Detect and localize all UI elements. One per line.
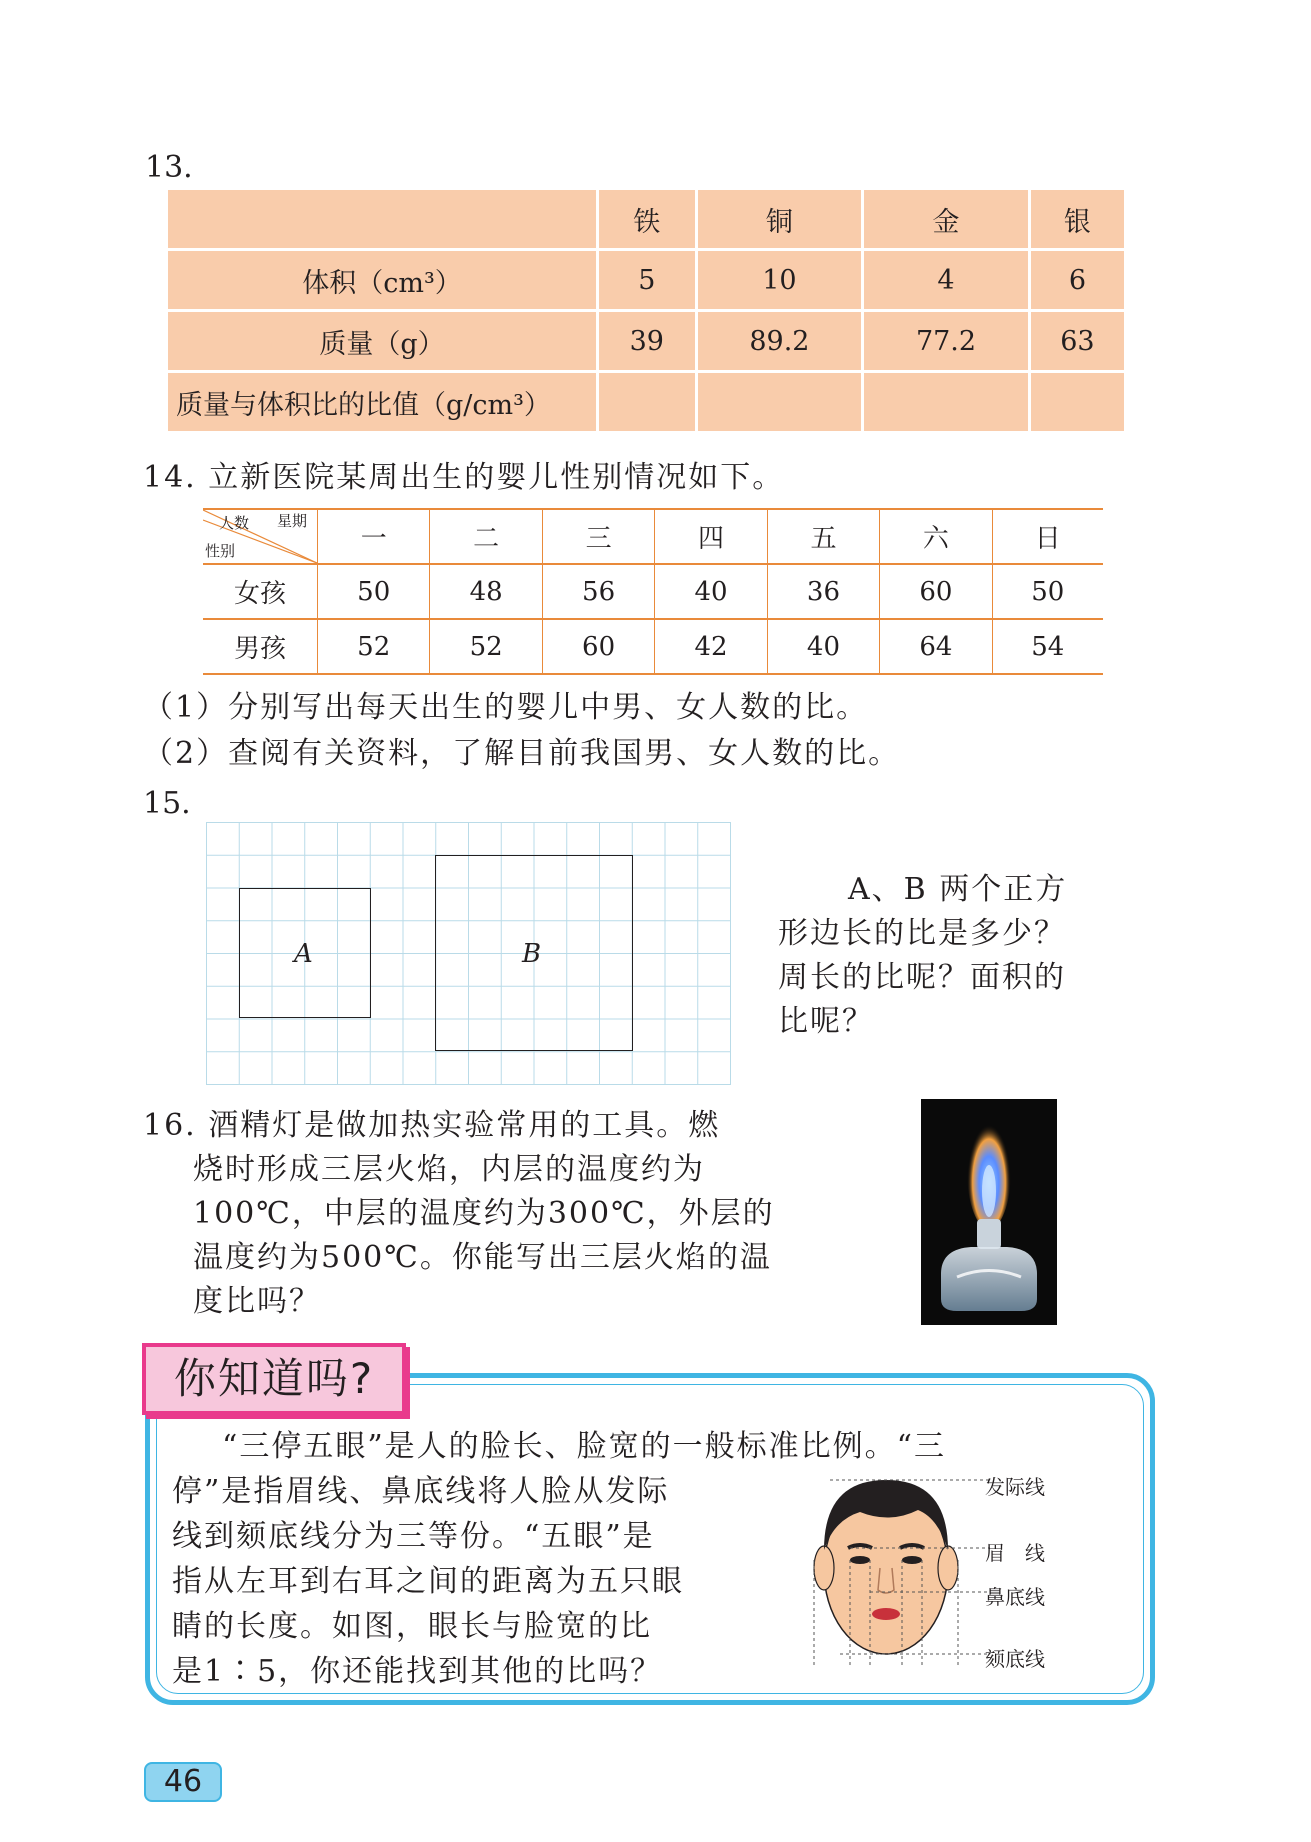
table-cell: 64	[880, 619, 992, 674]
table-cell: 4	[863, 250, 1030, 311]
table-row	[168, 250, 1124, 311]
answer-cell[interactable]	[1029, 372, 1124, 432]
table-cell: 52	[430, 619, 542, 674]
day-header: 六	[880, 509, 992, 564]
question-15-line2: 形边长的比是多少？	[778, 916, 1066, 951]
table-cell: 60	[880, 564, 992, 619]
did-you-know-tag: 你知道吗?	[142, 1343, 406, 1415]
corner-gender: 性别	[205, 542, 236, 560]
table-cell: 40	[655, 564, 767, 619]
question-14-sub2: （2）查阅有关资料，了解目前我国男、女人数的比。	[143, 736, 901, 771]
alcohol-lamp-photo	[921, 1099, 1057, 1325]
row-label: 体积（cm³）	[168, 250, 598, 311]
row-label: 质量（g）	[168, 311, 598, 372]
square-b-label: B	[522, 939, 542, 969]
square-grid	[206, 822, 731, 1085]
face-label-brow: 眉 线	[985, 1541, 1045, 1565]
dyk-line4: 指从左耳到右耳之间的距离为五只眼	[172, 1564, 684, 1599]
left-eye	[850, 1556, 870, 1564]
dyk-line2: 停”是指眉线、鼻底线将人脸从发际	[172, 1474, 670, 1509]
table-cell: 52	[318, 619, 430, 674]
left-ear	[814, 1546, 834, 1590]
right-ear	[938, 1546, 958, 1590]
page-number: 46	[144, 1762, 222, 1802]
table-cell: 89.2	[696, 311, 863, 372]
table-row	[203, 619, 1103, 674]
face-label-nose: 鼻底线	[985, 1585, 1045, 1609]
birth-table	[203, 508, 1103, 675]
table-cell: 77.2	[863, 311, 1030, 372]
dyk-line1: “三停五眼”是人的脸长、脸宽的一般标准比例。“三	[222, 1429, 947, 1464]
question-15-line1: A、B 两个正方	[848, 872, 1068, 907]
table-row	[168, 190, 1124, 250]
day-header: 二	[430, 509, 542, 564]
question-16-line3: 100℃，中层的温度约为300℃，外层的	[193, 1196, 775, 1231]
face-diagram	[810, 1460, 1000, 1670]
row-label: 女孩	[203, 564, 318, 619]
day-header: 五	[767, 509, 879, 564]
face-label-hairline: 发际线	[985, 1475, 1045, 1499]
table-cell: 50	[1031, 576, 1065, 607]
header-cell: 金	[863, 190, 1030, 250]
row-label: 男孩	[203, 619, 318, 674]
table-cell: 48	[430, 564, 542, 619]
table-cell: 56	[542, 564, 654, 619]
question-13-number: 13.	[145, 150, 193, 185]
answer-cell[interactable]	[863, 372, 1030, 432]
question-14-sub1: （1）分别写出每天出生的婴儿中男、女人数的比。	[143, 690, 869, 725]
header-cell	[168, 190, 598, 250]
right-eye	[902, 1556, 922, 1564]
header-cell: 铜	[696, 190, 863, 250]
header-cell: 银	[1029, 190, 1124, 250]
table-cell: 5	[598, 250, 697, 311]
day-header: 三	[542, 509, 654, 564]
dyk-line6: 是1∶5，你还能找到其他的比吗？	[172, 1654, 663, 1689]
square-a-label: A	[294, 939, 313, 969]
answer-cell[interactable]	[696, 372, 863, 432]
question-15-number: 15.	[143, 786, 191, 821]
header-cell: 铁	[598, 190, 697, 250]
question-15-line4: 比呢？	[778, 1004, 874, 1039]
dyk-line3: 线到颏底线分为三等份。“五眼”是	[172, 1519, 655, 1554]
table-cell: 50	[318, 564, 430, 619]
question-16-line5: 度比吗？	[193, 1284, 321, 1319]
row-label: 质量与体积比的比值（g/cm³）	[168, 372, 598, 432]
table-row	[203, 564, 1103, 619]
table-cell: 60	[542, 619, 654, 674]
table-cell: 54	[1031, 631, 1065, 662]
day-header: 日	[1034, 524, 1061, 554]
density-table	[168, 190, 1124, 431]
table-cell: 40	[767, 619, 879, 674]
question-14-title: 14. 立新医院某周出生的婴儿性别情况如下。	[143, 460, 785, 495]
corner-header	[203, 509, 318, 564]
table-row	[168, 311, 1124, 372]
question-16-line4: 温度约为500℃。你能写出三层火焰的温	[193, 1240, 772, 1275]
corner-people: 人数	[219, 514, 250, 532]
table-cell: 6	[1029, 250, 1124, 311]
face-label-chin: 颏底线	[985, 1647, 1045, 1671]
alcohol-lamp-icon	[921, 1099, 1057, 1325]
table-cell: 36	[767, 564, 879, 619]
table-row	[168, 372, 1124, 432]
table-cell: 39	[598, 311, 697, 372]
dyk-line5: 睛的长度。如图，眼长与脸宽的比	[172, 1609, 652, 1644]
table-cell: 10	[696, 250, 863, 311]
day-header: 一	[318, 509, 430, 564]
answer-cell[interactable]	[598, 372, 697, 432]
question-15-line3: 周长的比呢？面积的	[778, 960, 1066, 995]
question-16-line1: 16. 酒精灯是做加热实验常用的工具。燃	[143, 1108, 721, 1143]
corner-week: 星期	[277, 512, 308, 530]
question-16-line2: 烧时形成三层火焰，内层的温度约为	[193, 1152, 705, 1187]
mouth	[872, 1608, 900, 1620]
table-cell: 42	[655, 619, 767, 674]
day-header: 四	[655, 509, 767, 564]
table-row	[203, 509, 1103, 564]
table-cell: 63	[1029, 311, 1124, 372]
